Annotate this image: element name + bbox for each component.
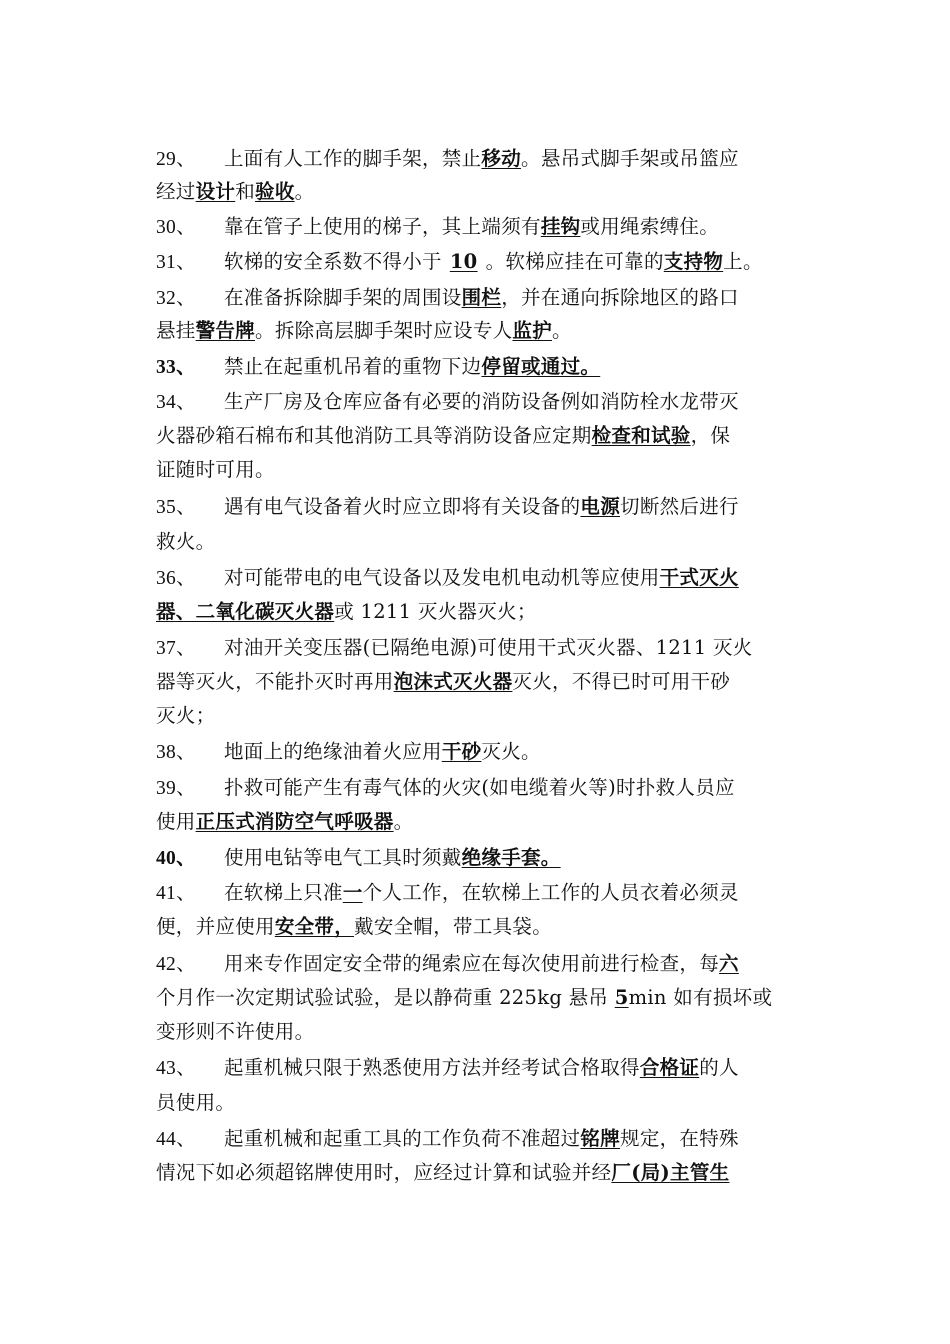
item-43-line-2: [156, 1085, 846, 1121]
text-segment: 使用电钻等电气工具时须戴: [224, 846, 462, 869]
text-segment: 悬挂: [156, 319, 196, 342]
answer-keyword: 10: [449, 250, 478, 273]
item-34-line-3: [156, 452, 846, 488]
answer-keyword: 挂钩: [540, 215, 581, 238]
text-segment: 用来专作固定安全带的绳索应在每次使用前进行检查，每: [224, 952, 720, 975]
item-31-line-1: [156, 244, 846, 281]
text-segment: 上。: [723, 250, 763, 273]
item-37-line-3: [156, 698, 846, 734]
item-29-line-2: [156, 174, 846, 210]
text-segment: 情况下如必须超铭牌使用时，应经过计算和试验并经: [156, 1161, 612, 1184]
answer-keyword: 器、二氧化碳灭火器: [156, 600, 335, 623]
item-number: 37、: [156, 638, 196, 659]
answer-keyword: 铭牌: [580, 1127, 621, 1150]
answer-keyword: 电源: [580, 495, 621, 518]
text-segment: 切断然后进行: [620, 495, 739, 518]
text-segment: 灭火，不得已时可用干砂: [512, 670, 731, 693]
text-segment: 。拆除高层脚手架时应设专人: [255, 319, 513, 342]
text-segment: 生产厂房及仓库应备有必要的消防设备例如消防栓水龙带灭: [224, 390, 739, 413]
item-40-line-1: [156, 840, 846, 877]
item-32-line-2: [156, 313, 846, 349]
answer-keyword: 围栏: [461, 286, 502, 309]
item-number: 32、: [156, 288, 196, 309]
answer-keyword: 六: [719, 952, 739, 975]
text-segment: 戴安全帽，带工具袋。: [354, 915, 553, 938]
item-number: 42、: [156, 954, 196, 975]
answer-keyword: 干砂: [441, 740, 482, 763]
item-number: 36、: [156, 568, 196, 589]
item-number: 33、: [156, 357, 196, 378]
item-42-line-3: [156, 1014, 846, 1050]
item-39-line-2: [156, 804, 846, 840]
item-42-line-1: [156, 946, 846, 983]
item-number: 39、: [156, 778, 196, 799]
answer-keyword: 停留或通过。: [481, 355, 601, 378]
item-37-line-1: [156, 630, 846, 667]
item-34-line-2: [156, 418, 846, 454]
text-segment: 便，并应使用: [156, 915, 275, 938]
text-segment: 火器砂箱石棉布和其他消防工具等消防设备应定期: [156, 424, 592, 447]
answer-keyword: 一: [342, 881, 363, 904]
item-number: 35、: [156, 497, 196, 518]
text-segment: 和: [235, 180, 256, 203]
answer-keyword: 设计: [195, 180, 236, 203]
answer-keyword: 泡沫式灭火器: [393, 670, 513, 693]
item-number: 31、: [156, 252, 196, 273]
text-segment: 。软梯应挂在可靠的: [485, 250, 664, 273]
item-43-line-1: [156, 1050, 846, 1087]
answer-keyword: 支持物: [663, 250, 724, 273]
text-segment: 扑救可能产生有毒气体的火灾(如电缆着火等)时扑救人员应: [224, 776, 735, 799]
item-44-line-2: [156, 1155, 846, 1191]
text-segment: 。: [552, 319, 572, 342]
text-segment: 员使用。: [156, 1091, 236, 1114]
text-segment: 软梯的安全系数不得小于: [224, 250, 442, 273]
item-35-line-2: [156, 524, 846, 560]
item-number: 40、: [156, 848, 196, 869]
text-segment: 的人: [699, 1056, 739, 1079]
text-segment: 对油开关变压器(已隔绝电源)可使用干式灭火器、1211 灭火: [224, 636, 753, 659]
text-segment: 。: [294, 180, 315, 203]
text-segment: 个月作一次定期试验试验，是以静荷重 225kg 悬吊: [156, 986, 615, 1009]
answer-keyword: 绝缘手套。: [461, 846, 561, 869]
answer-keyword: 正压式消防空气呼吸器: [195, 810, 394, 833]
item-29-line-1: [156, 141, 846, 178]
item-30-line-1: [156, 209, 846, 246]
text-segment: 救火。: [156, 530, 216, 553]
text-segment: 灭火；: [156, 704, 216, 727]
text-segment: 对可能带电的电气设备以及发电机电动机等应使用: [224, 566, 660, 589]
item-42-line-2: [156, 980, 846, 1016]
item-37-line-2: [156, 664, 846, 700]
item-33-line-1: [156, 349, 846, 386]
text-segment: 器等灭火，不能扑灭时再用: [156, 670, 394, 693]
text-segment: 起重机械和起重工具的工作负荷不准超过: [224, 1127, 581, 1150]
answer-keyword: 合格证: [639, 1056, 700, 1079]
text-segment: 个人工作，在软梯上工作的人员衣着必须灵: [362, 881, 739, 904]
answer-keyword: 检查和试验: [591, 424, 691, 447]
item-41-line-2: [156, 909, 846, 945]
item-41-line-1: [156, 875, 846, 912]
text-segment: 变形则不许使用。: [156, 1020, 315, 1043]
text-segment: 。: [393, 810, 414, 833]
item-38-line-1: [156, 734, 846, 771]
item-44-line-1: [156, 1121, 846, 1158]
text-segment: 起重机械只限于熟悉使用方法并经考试合格取得: [224, 1056, 640, 1079]
item-number: 30、: [156, 217, 196, 238]
answer-keyword: 厂(局)主管生: [611, 1161, 730, 1184]
item-number: 41、: [156, 883, 196, 904]
text-segment: 在软梯上只准: [224, 881, 343, 904]
item-number: 34、: [156, 392, 196, 413]
text-segment: 证随时可用。: [156, 458, 275, 481]
text-segment: ，并在通向拆除地区的路口: [501, 286, 739, 309]
text-segment: min 如有损坏或: [628, 986, 773, 1009]
item-number: 29、: [156, 149, 196, 170]
answer-keyword: 警告牌: [195, 319, 256, 342]
text-segment: 遇有电气设备着火时应立即将有关设备的: [224, 495, 581, 518]
text-segment: 靠在管子上使用的梯子，其上端须有: [224, 215, 541, 238]
text-segment: 经过: [156, 180, 196, 203]
item-34-line-1: [156, 384, 846, 421]
text-segment: ，保: [690, 424, 731, 447]
item-number: 38、: [156, 742, 196, 763]
item-39-line-1: [156, 770, 846, 807]
answer-keyword: 移动: [481, 147, 522, 170]
item-35-line-1: [156, 489, 846, 526]
answer-keyword: 监护: [512, 319, 553, 342]
text-segment: 使用: [156, 810, 196, 833]
text-segment: 地面上的绝缘油着火应用: [224, 740, 442, 763]
text-segment: 在准备拆除脚手架的周围设: [224, 286, 462, 309]
item-number: 43、: [156, 1058, 196, 1079]
text-segment: 。悬吊式脚手架或吊篮应: [521, 147, 739, 170]
item-36-line-1: [156, 560, 846, 597]
text-segment: 上面有人工作的脚手架，禁止: [224, 147, 482, 170]
item-32-line-1: [156, 280, 846, 317]
item-number: 44、: [156, 1129, 196, 1150]
item-36-line-2: [156, 594, 846, 630]
answer-keyword: 安全带，: [274, 915, 355, 938]
text-segment: 或 1211 灭火器灭火；: [334, 600, 537, 623]
answer-keyword: 5: [614, 986, 629, 1009]
text-segment: 规定，在特殊: [620, 1127, 739, 1150]
answer-keyword: 验收: [255, 180, 295, 203]
answer-keyword: 干式灭火: [659, 566, 739, 589]
text-segment: 灭火。: [481, 740, 541, 763]
text-segment: 禁止在起重机吊着的重物下边: [224, 355, 482, 378]
text-segment: 或用绳索缚住。: [580, 215, 720, 238]
